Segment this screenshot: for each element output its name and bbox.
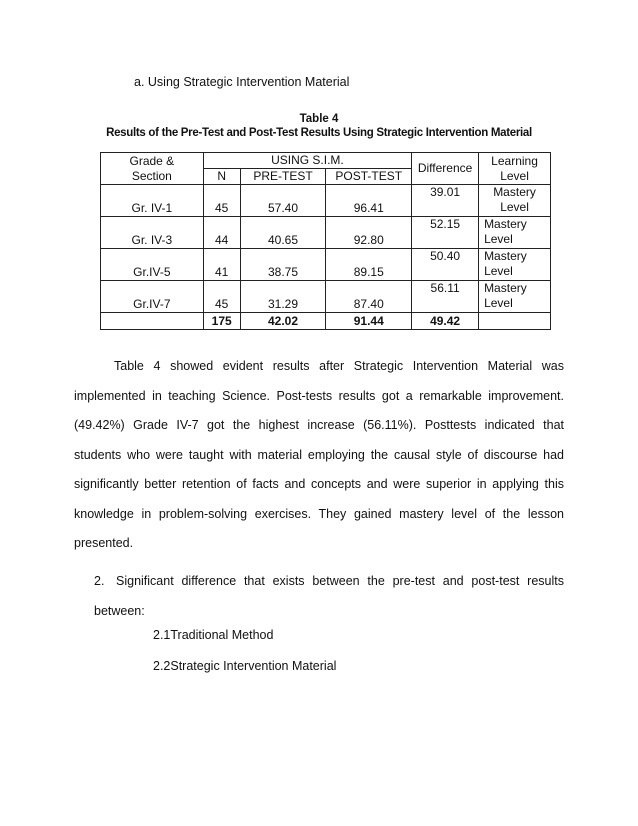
table-row	[101, 185, 551, 217]
cell-grade: Gr.IV-5	[101, 249, 204, 281]
cell-n: 41	[203, 249, 240, 281]
section-heading-a: a. Using Strategic Intervention Material	[134, 75, 350, 89]
cell-level: Mastery Level	[479, 249, 551, 281]
header-n: N	[203, 169, 240, 185]
cell-total-label	[101, 313, 204, 330]
cell-level: Mastery Level	[479, 281, 551, 313]
table-row	[101, 281, 551, 313]
table-label: Table 4	[299, 113, 339, 125]
cell-total-level	[479, 313, 551, 330]
sub-item-traditional-method: 2.1Traditional Method	[153, 628, 274, 642]
cell-diff: 52.15	[412, 217, 479, 249]
cell-n: 45	[203, 281, 240, 313]
cell-pre: 31.29	[240, 281, 326, 313]
cell-n: 45	[203, 185, 240, 217]
cell-total-pre: 42.02	[240, 313, 326, 330]
cell-post: 89.15	[326, 249, 412, 281]
list-item-2: 2. Significant difference that exists between the pre-test and post-test results between:	[94, 574, 564, 618]
sub-item-sim: 2.2Strategic Intervention Material	[153, 659, 337, 673]
discussion-paragraph: Table 4 showed evident results after Strategic Intervention Material was implemented in teaching Science. Post-tests results got a remarkable improvement. (49.42%) Grade IV-7 got the highest increase (56.11%). Posttests indicated that students who were taught with material employing the causal style of discourse had significantly better retention of facts and concepts and were superior in applying this knowledge in problem-solving exercises. They gained mastery level of the lesson presented.	[74, 359, 564, 550]
cell-level: Mastery Level	[479, 185, 551, 217]
cell-diff: 50.40	[412, 249, 479, 281]
header-grade-section: Grade & Section	[101, 153, 204, 185]
cell-post: 96.41	[326, 185, 412, 217]
header-difference: Difference	[412, 153, 479, 185]
cell-pre: 38.75	[240, 249, 326, 281]
cell-total-diff: 49.42	[412, 313, 479, 330]
cell-n: 44	[203, 217, 240, 249]
results-table	[100, 152, 551, 330]
cell-diff: 56.11	[412, 281, 479, 313]
cell-grade: Gr. IV-3	[101, 217, 204, 249]
table-row	[101, 249, 551, 281]
table-caption: Results of the Pre-Test and Post-Test Results Using Strategic Intervention Material	[106, 127, 532, 139]
cell-grade: Gr. IV-1	[101, 185, 204, 217]
cell-post: 87.40	[326, 281, 412, 313]
cell-level: Mastery Level	[479, 217, 551, 249]
table-row	[101, 217, 551, 249]
cell-grade: Gr.IV-7	[101, 281, 204, 313]
cell-diff: 39.01	[412, 185, 479, 217]
cell-total-n: 175	[203, 313, 240, 330]
header-post-test: POST-TEST	[326, 169, 412, 185]
header-learning-level: Learning Level	[479, 153, 551, 185]
cell-post: 92.80	[326, 217, 412, 249]
cell-pre: 40.65	[240, 217, 326, 249]
cell-total-post: 91.44	[326, 313, 412, 330]
table-total-row	[101, 313, 551, 330]
cell-pre: 57.40	[240, 185, 326, 217]
header-using-sim: USING S.I.M.	[203, 153, 411, 169]
header-pre-test: PRE-TEST	[240, 169, 326, 185]
